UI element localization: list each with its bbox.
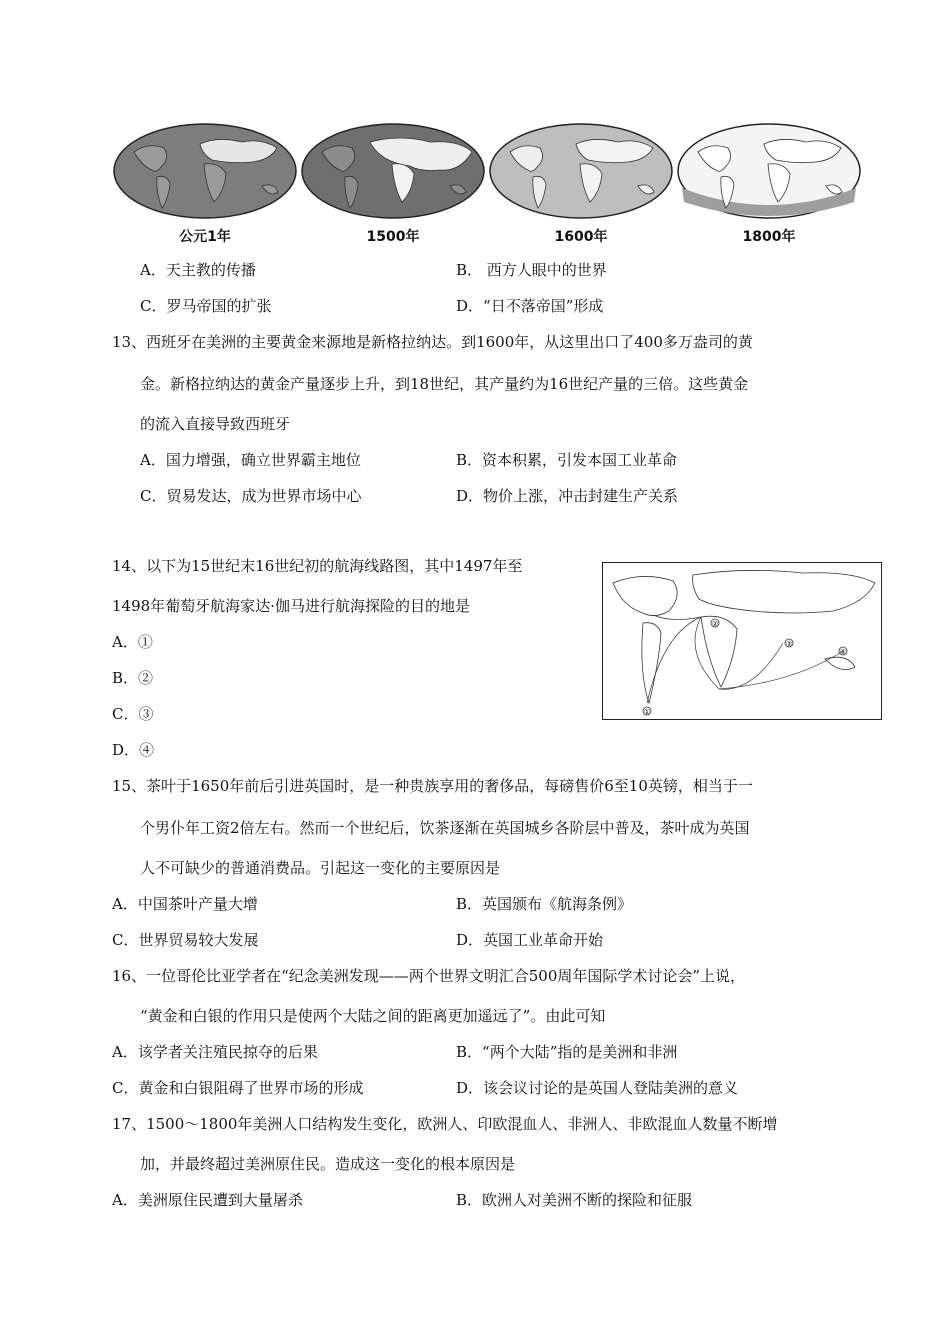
q14-option-b: B．② xyxy=(112,669,154,687)
map-label-1800: 1800年 xyxy=(742,229,796,245)
q13-option-c: C．贸易发达，成为世界市场中心 xyxy=(140,487,362,505)
route-marker-2: ② xyxy=(711,620,719,628)
q16-option-d: D．该会议讨论的是英国人登陆美洲的意义 xyxy=(456,1079,739,1097)
q17-option-b: B．欧洲人对美洲不断的探险和征服 xyxy=(456,1191,693,1209)
q13-stem-line2: 金。新格拉纳达的黄金产量逐步上升，到18世纪，其产量约为16世纪产量的三倍。这些黄金 xyxy=(140,375,749,393)
route-marker-3: ③ xyxy=(785,640,793,648)
q14-option-c: C．③ xyxy=(112,705,154,723)
q12-option-b: B． 西方人眼中的世界 xyxy=(456,261,607,279)
q15-stem-line1: 15、茶叶于1650年前后引进英国时，是一种贵族享用的奢侈品，每磅售价6至10英镑，相当于一 xyxy=(112,777,753,795)
q15-stem-line2: 个男仆年工资2倍左右。然而一个世纪后，饮茶逐渐在英国城乡各阶层中普及，茶叶成为英国 xyxy=(140,819,750,837)
q16-option-a: A．该学者关注殖民掠夺的后果 xyxy=(112,1043,318,1061)
q12-option-d: D．“日不落帝国”形成 xyxy=(456,297,604,315)
q15-stem-line3: 人不可缺少的普通消费品。引起这一变化的主要原因是 xyxy=(140,859,501,877)
q14-stem-line1: 14、以下为15世纪末16世纪初的航海线路图，其中1497年至 xyxy=(112,557,523,575)
q15-option-c: C．世界贸易较大发展 xyxy=(112,931,259,949)
world-maps-figure xyxy=(112,122,862,246)
q15-option-d: D．英国工业革命开始 xyxy=(456,931,604,949)
q14-option-d: D．④ xyxy=(112,741,155,759)
q17-option-a: A．美洲原住民遭到大量屠杀 xyxy=(112,1191,303,1209)
q12-option-a: A．天主教的传播 xyxy=(140,261,256,279)
q13-stem-line1: 13、西班牙在美洲的主要黄金来源地是新格拉纳达。到1600年，从这里出口了400多万盎司的黄 xyxy=(112,333,753,351)
q15-option-b: B．英国颁布《航海条例》 xyxy=(456,895,633,913)
q16-option-b: B．“两个大陆”指的是美洲和非洲 xyxy=(456,1043,678,1061)
route-marker-1: ① xyxy=(643,708,651,716)
q13-option-a: A．国力增强，确立世界霸主地位 xyxy=(140,451,361,469)
q17-stem-line2: 加，并最终超过美洲原住民。造成这一变化的根本原因是 xyxy=(140,1155,516,1173)
map-year-1800 xyxy=(676,122,862,220)
map-label-1: 公元1年 xyxy=(179,229,231,245)
map-year-1 xyxy=(112,122,298,220)
q14-option-a: A．① xyxy=(112,633,153,651)
q13-stem-line3: 的流入直接导致西班牙 xyxy=(140,415,291,433)
q14-stem-line2: 1498年葡萄牙航海家达·伽马进行航海探险的目的地是 xyxy=(112,597,470,615)
q17-stem-line1: 17、1500～1800年美洲人口结构发生变化，欧洲人、印欧混血人、非洲人、非欧混血人数量不断增 xyxy=(112,1115,778,1133)
voyage-route-map xyxy=(602,562,882,720)
map-year-1500 xyxy=(300,122,486,220)
q15-option-a: A．中国茶叶产量大增 xyxy=(112,895,258,913)
map-label-1600: 1600年 xyxy=(554,229,608,245)
q16-stem-line1: 16、一位哥伦比亚学者在“纪念美洲发现——两个世界文明汇合500周年国际学术讨论会”上说， xyxy=(112,967,746,985)
map-year-1600 xyxy=(488,122,674,220)
q13-option-d: D．物价上涨，冲击封建生产关系 xyxy=(456,487,679,505)
q12-option-c: C．罗马帝国的扩张 xyxy=(140,297,272,315)
q16-option-c: C．黄金和白银阻碍了世界市场的形成 xyxy=(112,1079,364,1097)
q16-stem-line2: “黄金和白银的作用只是使两个大陆之间的距离更加遥远了”。由此可知 xyxy=(140,1007,606,1025)
route-marker-4: ④ xyxy=(839,648,847,656)
q13-option-b: B．资本积累，引发本国工业革命 xyxy=(456,451,678,469)
map-label-1500: 1500年 xyxy=(366,229,420,245)
